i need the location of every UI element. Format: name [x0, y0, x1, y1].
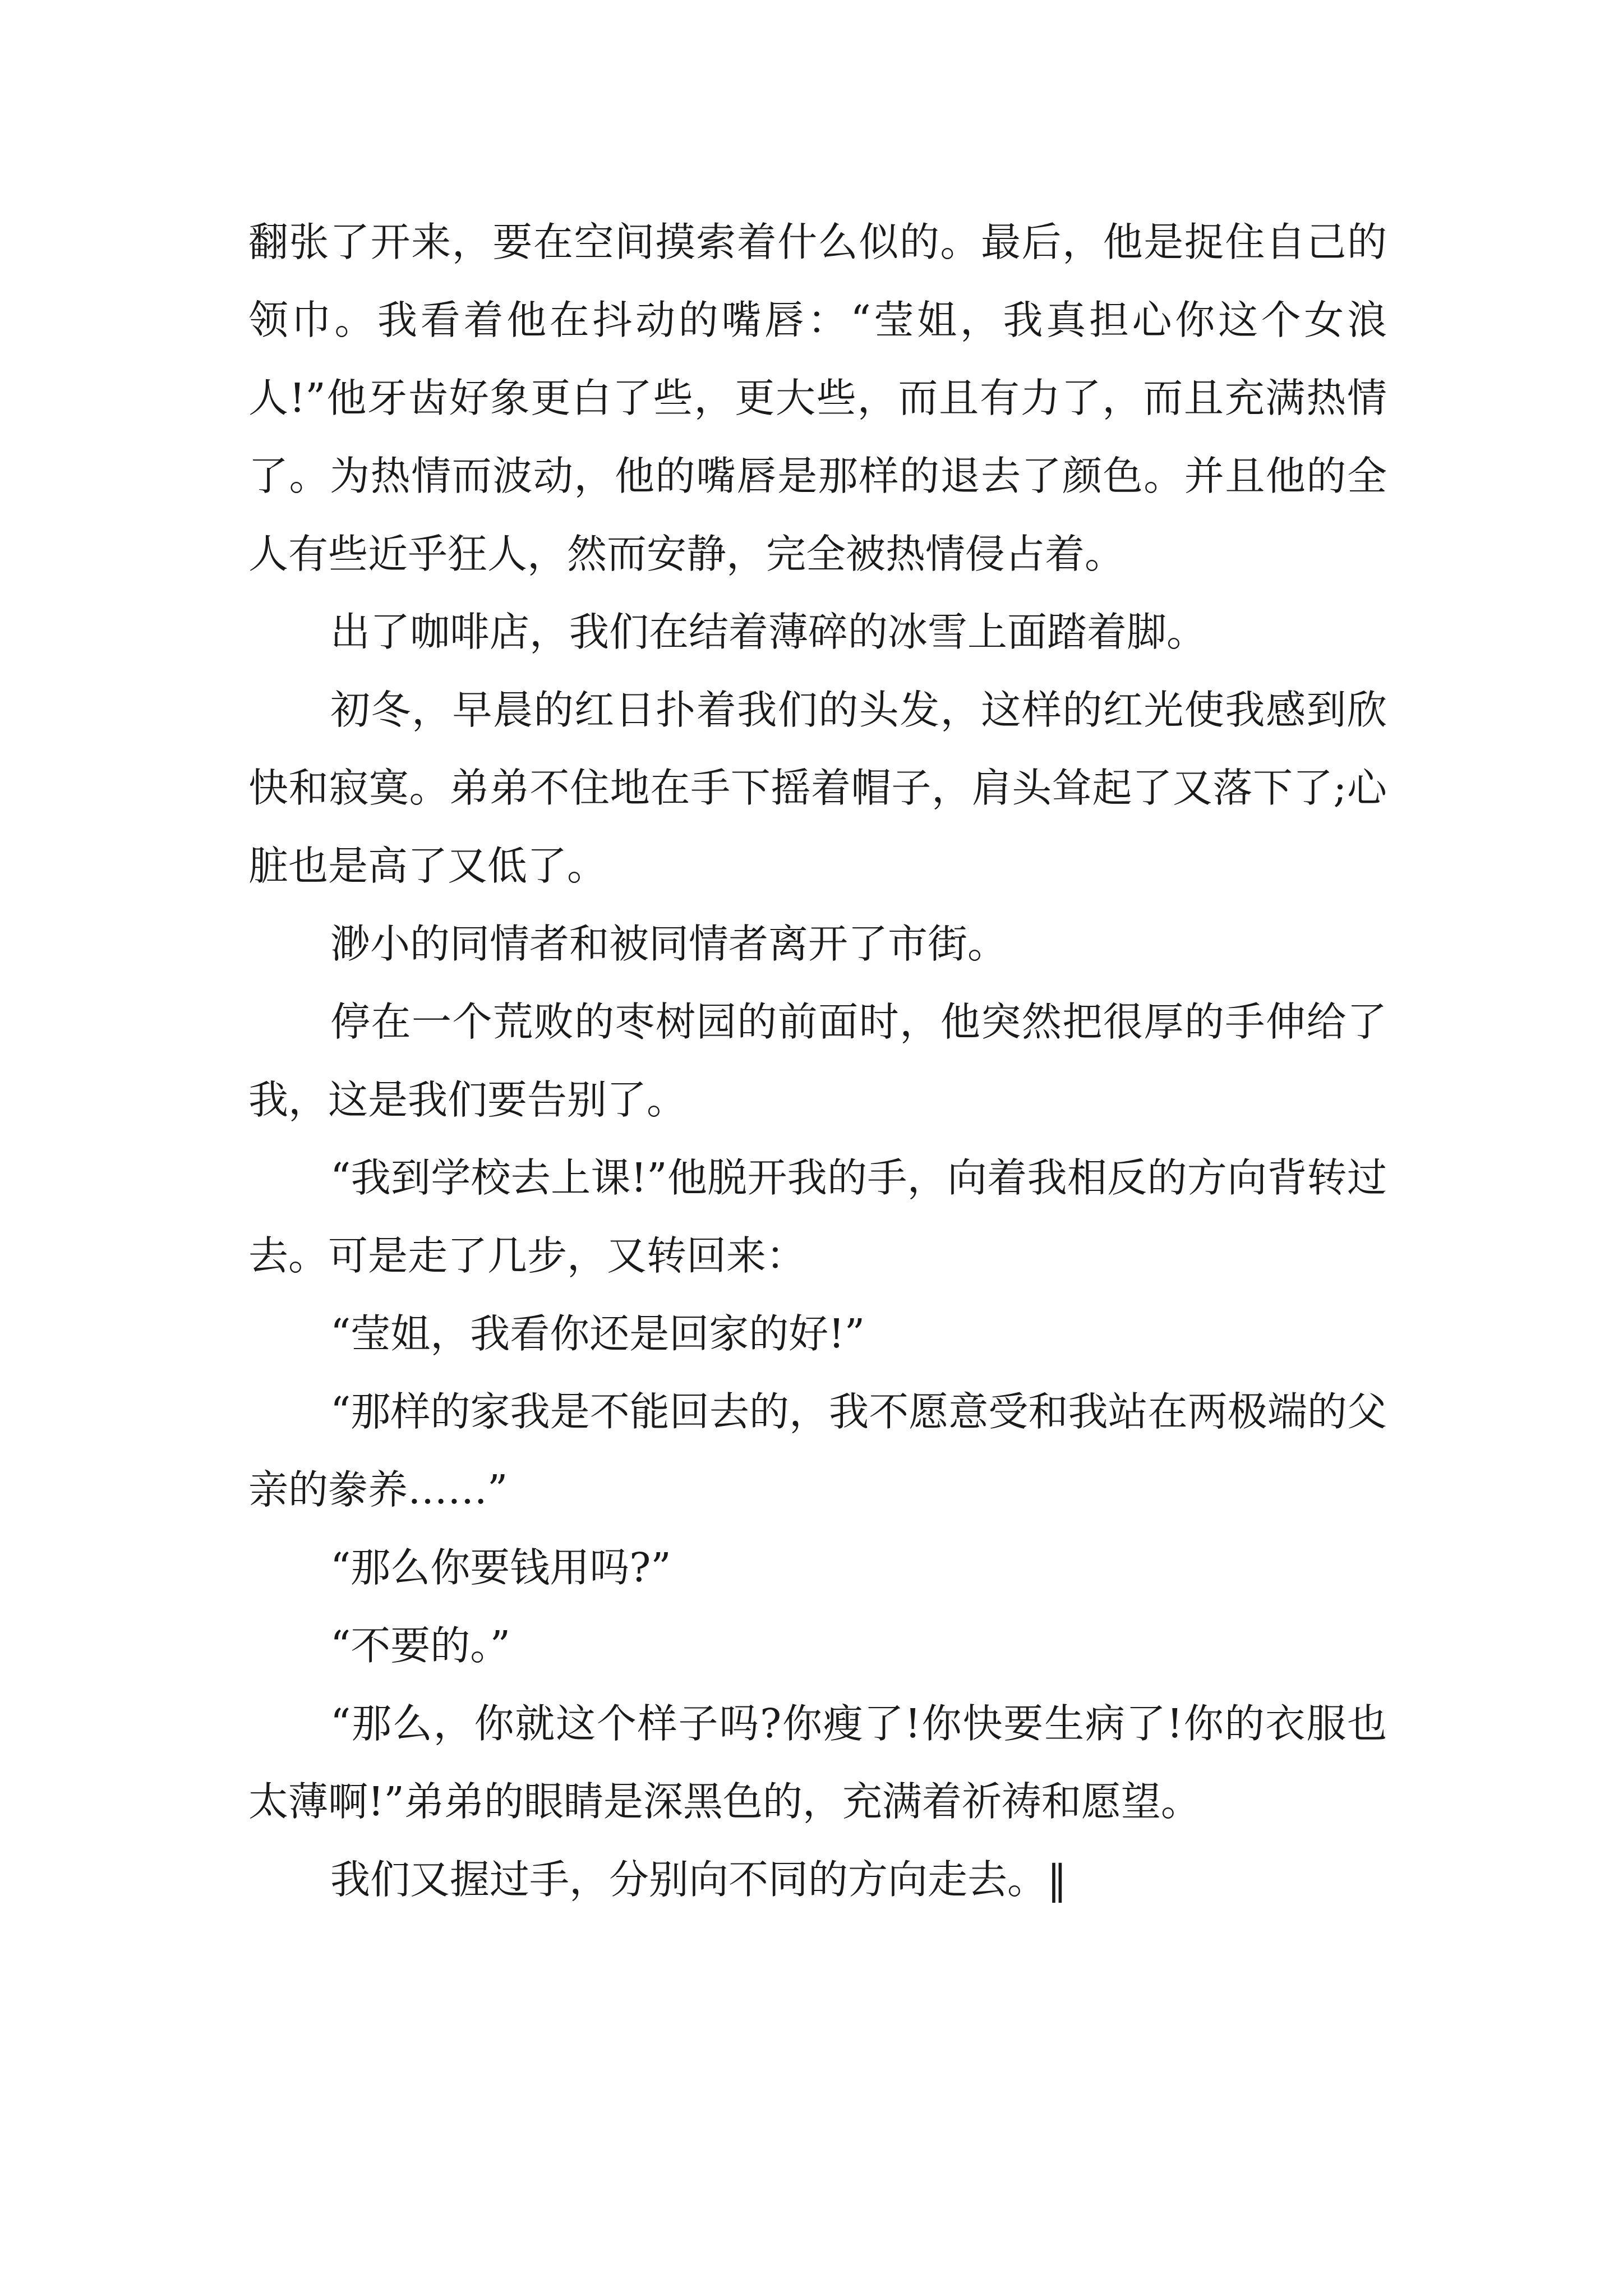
paragraph: “不要的。”	[330, 1622, 511, 1669]
paragraph: 我们又握过手，分别向不同的方向走去。‖	[330, 1856, 1067, 1903]
paragraph: 出了咖啡店，我们在结着薄碎的冰雪上面踏着脚。	[330, 609, 1207, 655]
paragraph: 翻张了开来，要在空间摸索着什么似的。最后，他是捉住自己的领巾。我看着他在抖动的嘴唇：“莹姐，我真担心你这个女浪人!”他牙齿好象更白了些，更大些，而且有力了，而且充满热情了。为热情而波动，他的嘴唇是那样的退去了颜色。并且他的全人有些近乎狂人，然而安静，完全被热情侵占着。	[248, 219, 1387, 577]
paragraph: “莹姐，我看你还是回家的好!”	[330, 1310, 865, 1357]
paragraph: “那样的家我是不能回去的，我不愿意受和我站在两极端的父亲的豢养……”	[248, 1388, 1387, 1513]
paragraph: “那么，你就这个样子吗?你瘦了!你快要生病了!你的衣服也太薄啊!”弟弟的眼睛是深黑色的，充满着祈祷和愿望。	[248, 1700, 1387, 1825]
body-text	[248, 203, 1387, 1918]
paragraph: “那么你要钱用吗?”	[330, 1544, 671, 1591]
paragraph: 停在一个荒败的枣树园的前面时，他突然把很厚的手伸给了我，这是我们要告别了。	[248, 999, 1387, 1123]
paragraph: 渺小的同情者和被同情者离开了市街。	[330, 921, 1008, 967]
paragraph: 初冬，早晨的红日扑着我们的头发，这样的红光使我感到欣快和寂寞。弟弟不住地在手下摇着帽子，肩头耸起了又落下了;心脏也是高了又低了。	[248, 687, 1387, 889]
paragraph: “我到学校去上课!”他脱开我的手，向着我相反的方向背转过去。可是走了几步，又转回来：	[248, 1154, 1387, 1279]
